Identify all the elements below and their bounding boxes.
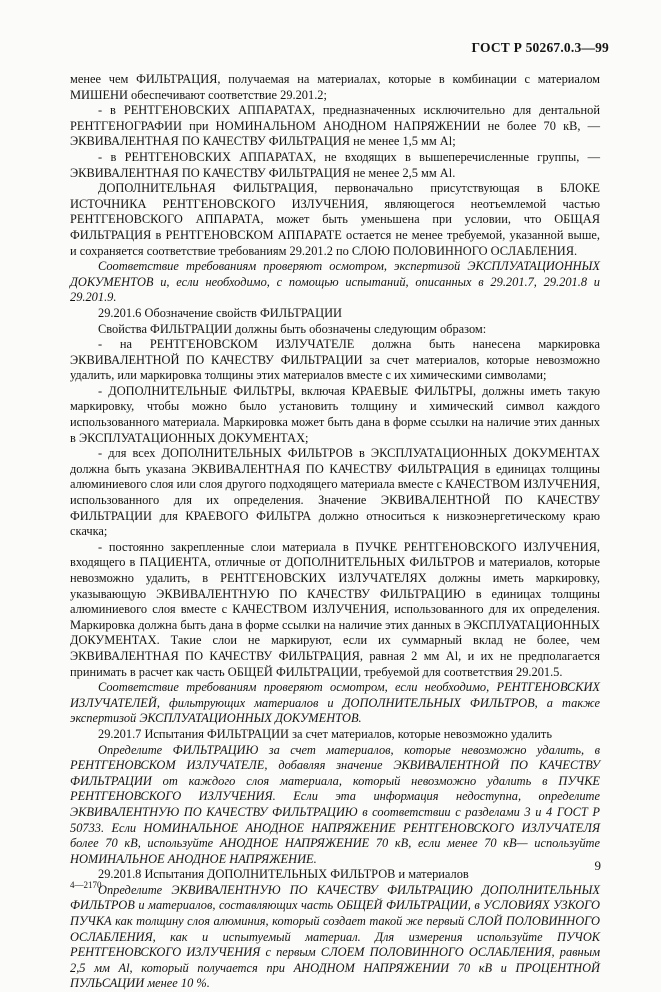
paragraph: ДОПОЛНИТЕЛЬНАЯ ФИЛЬТРАЦИЯ, первоначально присутствующая в БЛОКЕ ИСТОЧНИКА РЕНТГЕНОВСКОГО ИЗЛУЧЕНИЯ, являющегося неотъемлемой частью РЕНТГЕНОВСКОГО АППАРАТА, может быть уменьшена при условии, что ОБЩАЯ ФИЛЬТРАЦИЯ в РЕНТГЕНОВСКОМ АППАРАТЕ остается не менее требуемой, указанной выше, и сохраняется соответствие требованиям 29.201.2 по СЛОЮ ПОЛОВИННОГО ОСЛАБЛЕНИЯ. <box>70 181 600 258</box>
paragraph: Соответствие требованиям проверяют осмотром, если необходимо, РЕНТГЕНОВСКИХ ИЗЛУЧАТЕЛЕЙ, фильтрующих материалов и ДОПОЛНИТЕЛЬНЫХ ФИЛЬТРОВ, а также экспертизой ЭКСПЛУАТАЦИОННЫХ ДОКУМЕНТОВ. <box>70 680 600 726</box>
paragraph: Свойства ФИЛЬТРАЦИИ должны быть обозначены следующим образом: <box>98 321 487 336</box>
paragraph: Определите ФИЛЬТРАЦИЮ за счет материалов, которые невозможно удалить, в РЕНТГЕНОВСКОМ ИЗЛУЧАТЕЛЕ, добавляя значение ЭКВИВАЛЕНТНОЙ ПО КАЧЕСТВУ ФИЛЬТРАЦИИ от каждого слоя материала, который невозможно удалить в ПУЧКЕ РЕНТГЕНОВСКОГО ИЗЛУЧЕНИЯ. Если эта информация недоступна, определите ЭКВИВАЛЕНТНУЮ ПО КАЧЕСТВУ ФИЛЬТРАЦИЮ в соответствии с разделами 3 и 4 ГОСТ Р 50733. Если НОМИНАЛЬНОЕ АНОДНОЕ НАПРЯЖЕНИЕ РЕНТГЕНОВСКОГО ИЗЛУЧАТЕЛЯ более 70 кВ, используйте АНОДНОЕ НАПРЯЖЕНИЕ 70 кВ, если менее 70 кВ— используйте НОМИНАЛЬНОЕ АНОДНОЕ НАПРЯЖЕНИЕ. <box>70 742 600 866</box>
paragraph: - постоянно закрепленные слои материала в ПУЧКЕ РЕНТГЕНОВСКОГО ИЗЛУЧЕНИЯ, входящего в ПАЦИЕНТА, отличные от ДОПОЛНИТЕЛЬНЫХ ФИЛЬТРОВ и материалов, которые невозможно удалить, в РЕНТГЕНОВСКИХ ИЗЛУЧАТЕЛЯХ должны иметь маркировку, указывающую ЭКВИВАЛЕНТНУЮ ПО КАЧЕСТВУ ФИЛЬТРАЦИЮ в единицах толщины алюминиевого слоя вместе с КАЧЕСТВОМ ИЗЛУЧЕНИЯ, использованного для их определения. Маркировка должна быть дана в форме ссылки на наличие этих данных в ЭКСПЛУАТАЦИОННЫХ ДОКУМЕНТАХ. Такие слои не маркируют, если их суммарный вклад не более, чем ЭКВИВАЛЕНТНАЯ ПО КАЧЕСТВУ ФИЛЬТРАЦИЯ, равная 2 мм Al, и их не предполагается принимать в расчет как часть ОБЩЕЙ ФИЛЬТРАЦИИ, требуемой для соответствия 29.201.5. <box>70 539 600 679</box>
document-body <box>70 72 600 992</box>
paragraph: - на РЕНТГЕНОВСКОМ ИЗЛУЧАТЕЛЕ должна быть нанесена маркировка ЭКВИВАЛЕНТНОЙ ПО КАЧЕСТВУ ФИЛЬТРАЦИИ за счет материалов, которые невозможно удалить, или маркировка толщины этих материалов вместе с их химическими символами; <box>70 337 600 383</box>
paragraph: - в РЕНТГЕНОВСКИХ АППАРАТАХ, предназначенных исключительно для дентальной РЕНТГЕНОГРАФИИ при НОМИНАЛЬНОМ АНОДНОМ НАПРЯЖЕНИИ не более 70 кВ, — ЭКВИВАЛЕНТНАЯ ПО КАЧЕСТВУ ФИЛЬТРАЦИЯ не менее 1,5 мм Al; <box>70 103 600 149</box>
paragraph: - в РЕНТГЕНОВСКИХ АППАРАТАХ, не входящих в вышеперечисленные группы, — ЭКВИВАЛЕНТНАЯ ПО КАЧЕСТВУ ФИЛЬТРАЦИЯ не менее 2,5 мм Al. <box>70 149 600 180</box>
paragraph: Определите ЭКВИВАЛЕНТНУЮ ПО КАЧЕСТВУ ФИЛЬТРАЦИЮ ДОПОЛНИТЕЛЬНЫХ ФИЛЬТРОВ и материалов, составляющих часть ОБЩЕЙ ФИЛЬТРАЦИИ, в УСЛОВИЯХ УЗКОГО ПУЧКА как толщину слоя алюминия, который создает такой же первый СЛОЙ ПОЛОВИННОГО ОСЛАБЛЕНИЯ, как и испытуемый материал. Для измерения используйте ПУЧОК РЕНТГЕНОВСКОГО ИЗЛУЧЕНИЯ с первым СЛОЕМ ПОЛОВИННОГО ОСЛАБЛЕНИЯ, равным 2,5 мм Al, который получается при АНОДНОМ НАПРЯЖЕНИИ 70 кВ и ПРОЦЕНТНОЙ ПУЛЬСАЦИИ менее 10 %. <box>70 882 600 991</box>
paragraph: 29.201.7 Испытания ФИЛЬТРАЦИИ за счет материалов, которые невозможно удалить <box>98 726 552 741</box>
page-number: 9 <box>594 858 601 873</box>
paragraph: Соответствие требованиям проверяют осмотром, экспертизой ЭКСПЛУАТАЦИОННЫХ ДОКУМЕНТОВ и, если необходимо, с помощью испытаний, описанных в 29.201.7, 29.201.8 и 29.201.9. <box>70 259 600 305</box>
paragraph: 29.201.6 Обозначение свойств ФИЛЬТРАЦИИ <box>98 305 342 320</box>
paragraph: - ДОПОЛНИТЕЛЬНЫЕ ФИЛЬТРЫ, включая КРАЕВЫЕ ФИЛЬТРЫ, должны иметь такую маркировку, чтобы можно было установить толщину и химический символ каждого использованного материала. Маркировка может быть дана в форме ссылки на наличие этих данных в ЭКСПЛУАТАЦИОННЫХ ДОКУМЕНТАХ; <box>70 383 600 445</box>
print-code: 4—2170 <box>70 880 102 890</box>
paragraph: - для всех ДОПОЛНИТЕЛЬНЫХ ФИЛЬТРОВ в ЭКСПЛУАТАЦИОННЫХ ДОКУМЕНТАХ должна быть указана ЭКВИВАЛЕНТНАЯ ПО КАЧЕСТВУ ФИЛЬТРАЦИЯ в единицах толщины алюминиевого слоя или слоя другого подходящего материала вместе с КАЧЕСТВОМ ИЗЛУЧЕНИЯ, использованного для их определения. Значение ЭКВИВАЛЕНТНОЙ ПО КАЧЕСТВУ ФИЛЬТРАЦИИ для КРАЕВОГО ФИЛЬТРА должно относиться к низкоэнергетическому краю скачка; <box>70 446 600 539</box>
standard-header: ГОСТ Р 50267.0.3—99 <box>471 40 609 55</box>
paragraph: 29.201.8 Испытания ДОПОЛНИТЕЛЬНЫХ ФИЛЬТРОВ и материалов <box>98 867 469 882</box>
paragraph: менее чем ФИЛЬТРАЦИЯ, получаемая на материалах, которые в комбинации с материалом МИШЕНИ обеспечивают соответствие 29.201.2; <box>70 72 600 102</box>
